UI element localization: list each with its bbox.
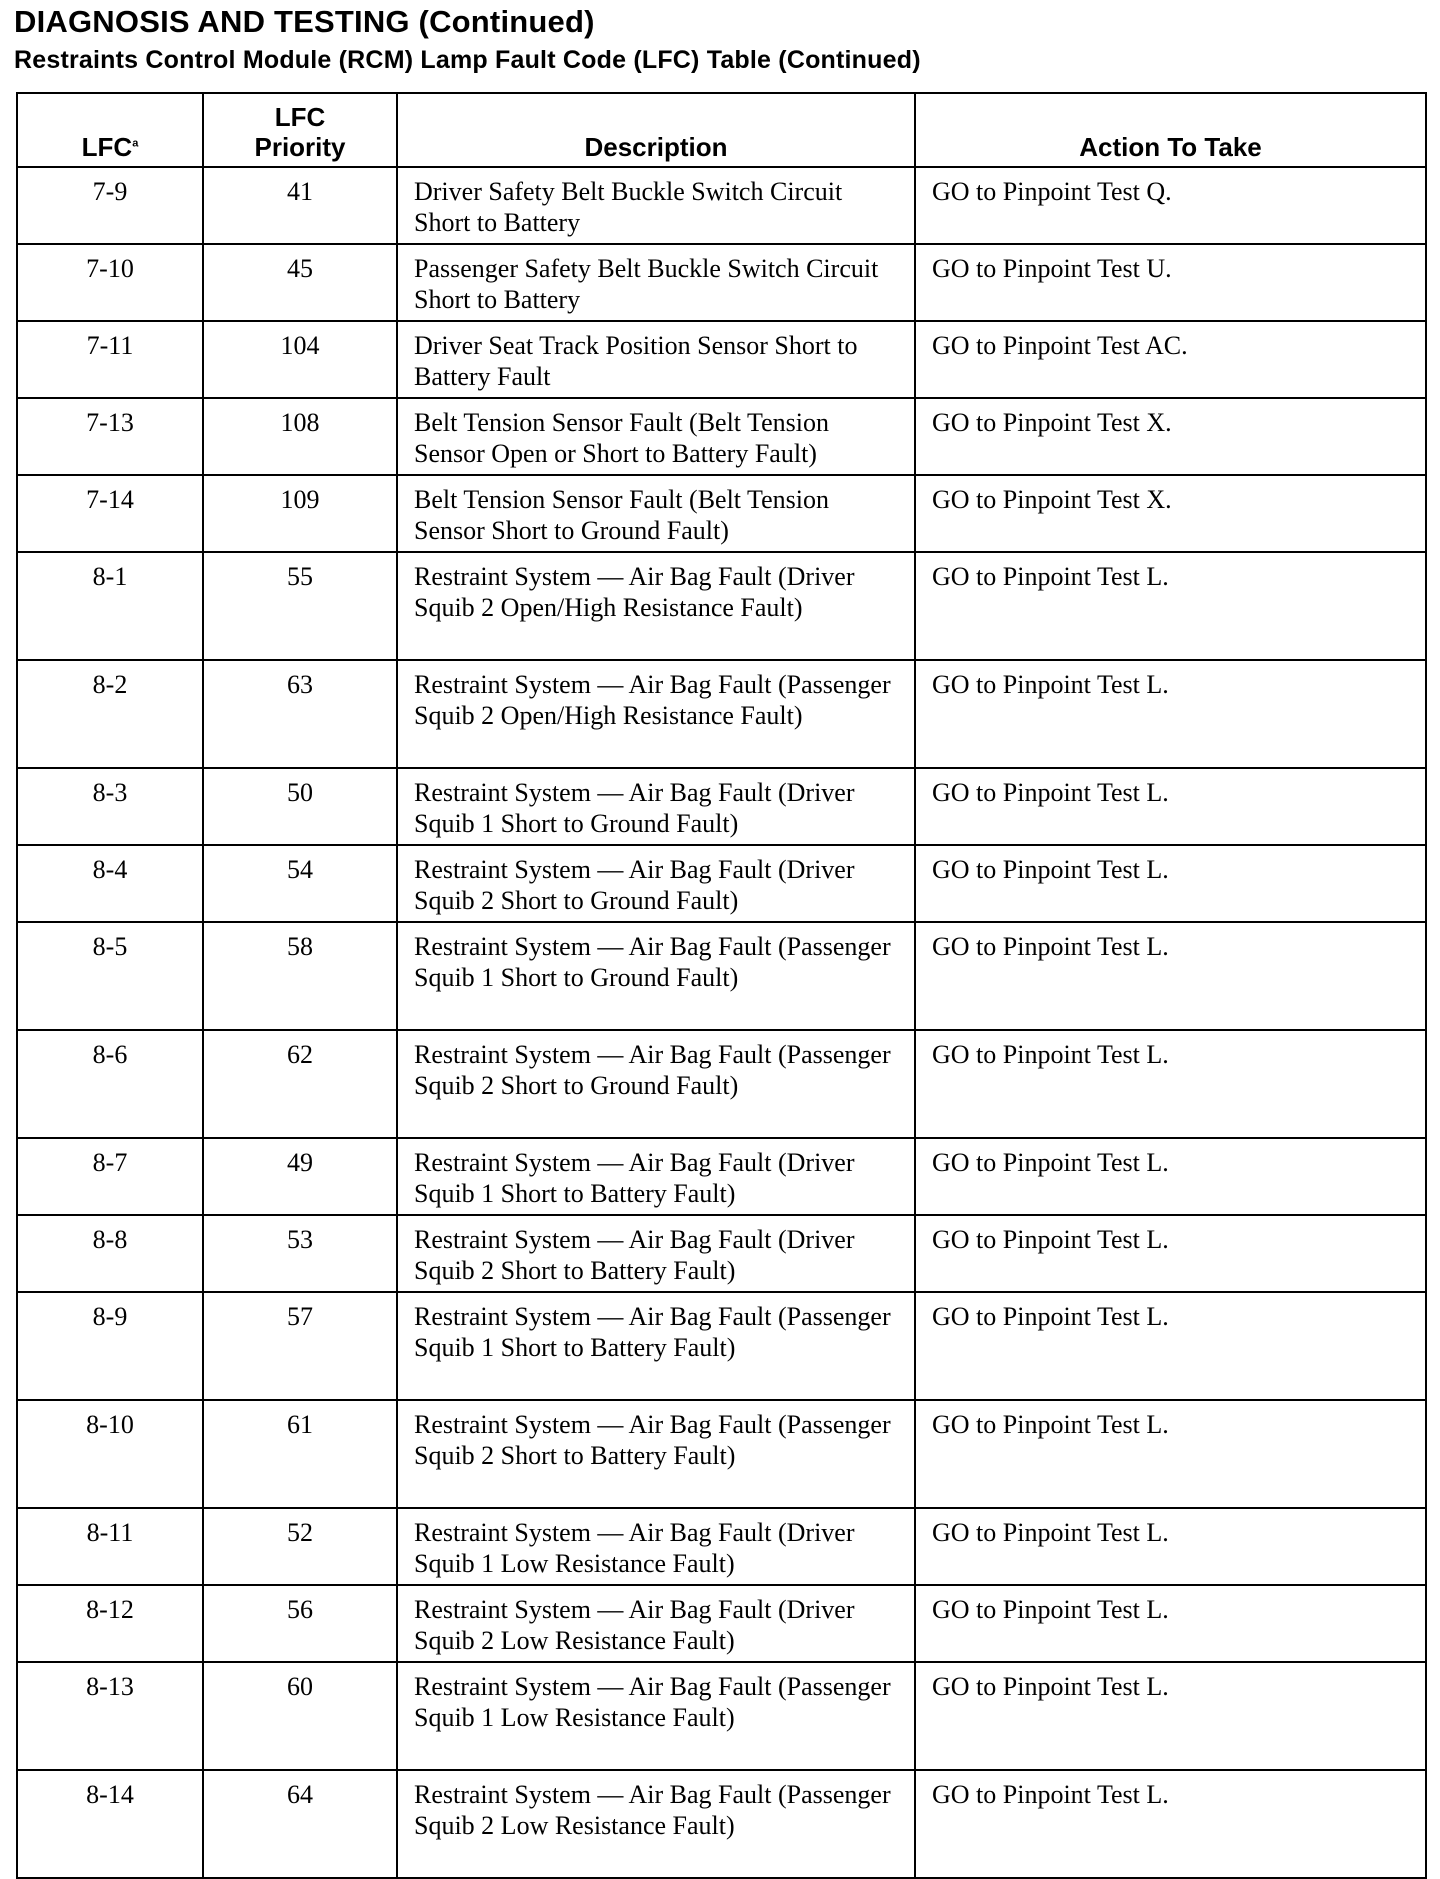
cell-priority: 58 bbox=[203, 922, 397, 1030]
table-row bbox=[17, 660, 1426, 768]
cell-lfc: 8-14 bbox=[17, 1770, 203, 1878]
cell-priority: 52 bbox=[203, 1508, 397, 1585]
column-header-priority bbox=[203, 93, 397, 167]
cell-lfc: 8-1 bbox=[17, 552, 203, 660]
cell-description: Passenger Safety Belt Buckle Switch Circuit Short to Battery bbox=[397, 244, 915, 321]
cell-description: Restraint System — Air Bag Fault (Driver Squib 2 Low Resistance Fault) bbox=[397, 1585, 915, 1662]
cell-action: GO to Pinpoint Test U. bbox=[915, 244, 1426, 321]
cell-action: GO to Pinpoint Test L. bbox=[915, 768, 1426, 845]
cell-description: Restraint System — Air Bag Fault (Passenger Squib 2 Short to Battery Fault) bbox=[397, 1400, 915, 1508]
cell-action: GO to Pinpoint Test L. bbox=[915, 922, 1426, 1030]
cell-priority: 64 bbox=[203, 1770, 397, 1878]
cell-action: GO to Pinpoint Test AC. bbox=[915, 321, 1426, 398]
cell-description: Restraint System — Air Bag Fault (Driver Squib 1 Low Resistance Fault) bbox=[397, 1508, 915, 1585]
table-row bbox=[17, 244, 1426, 321]
cell-description: Restraint System — Air Bag Fault (Driver Squib 2 Open/High Resistance Fault) bbox=[397, 552, 915, 660]
table-row bbox=[17, 845, 1426, 922]
cell-action: GO to Pinpoint Test L. bbox=[915, 1662, 1426, 1770]
table-row bbox=[17, 1030, 1426, 1138]
cell-priority: 108 bbox=[203, 398, 397, 475]
cell-lfc: 7-13 bbox=[17, 398, 203, 475]
column-header-priority-line1: LFC bbox=[274, 102, 326, 132]
cell-priority: 50 bbox=[203, 768, 397, 845]
table-row bbox=[17, 552, 1426, 660]
table-row bbox=[17, 321, 1426, 398]
cell-description: Restraint System — Air Bag Fault (Passenger Squib 1 Short to Ground Fault) bbox=[397, 922, 915, 1030]
cell-lfc: 7-10 bbox=[17, 244, 203, 321]
cell-description: Driver Safety Belt Buckle Switch Circuit Short to Battery bbox=[397, 167, 915, 244]
cell-description: Restraint System — Air Bag Fault (Passenger Squib 1 Short to Battery Fault) bbox=[397, 1292, 915, 1400]
cell-description: Restraint System — Air Bag Fault (Passenger Squib 2 Short to Ground Fault) bbox=[397, 1030, 915, 1138]
cell-description: Restraint System — Air Bag Fault (Driver Squib 2 Short to Ground Fault) bbox=[397, 845, 915, 922]
cell-lfc: 7-11 bbox=[17, 321, 203, 398]
cell-lfc: 7-9 bbox=[17, 167, 203, 244]
table-row bbox=[17, 1585, 1426, 1662]
cell-priority: 61 bbox=[203, 1400, 397, 1508]
cell-priority: 60 bbox=[203, 1662, 397, 1770]
table-row bbox=[17, 398, 1426, 475]
cell-priority: 54 bbox=[203, 845, 397, 922]
cell-lfc: 8-4 bbox=[17, 845, 203, 922]
cell-priority: 62 bbox=[203, 1030, 397, 1138]
cell-action: GO to Pinpoint Test L. bbox=[915, 1215, 1426, 1292]
cell-action: GO to Pinpoint Test L. bbox=[915, 1400, 1426, 1508]
cell-description: Restraint System — Air Bag Fault (Passenger Squib 1 Low Resistance Fault) bbox=[397, 1662, 915, 1770]
cell-lfc: 8-2 bbox=[17, 660, 203, 768]
cell-description: Belt Tension Sensor Fault (Belt Tension Sensor Short to Ground Fault) bbox=[397, 475, 915, 552]
table-row bbox=[17, 167, 1426, 244]
table-row bbox=[17, 768, 1426, 845]
cell-priority: 41 bbox=[203, 167, 397, 244]
cell-lfc: 8-13 bbox=[17, 1662, 203, 1770]
cell-priority: 53 bbox=[203, 1215, 397, 1292]
cell-description: Restraint System — Air Bag Fault (Driver Squib 1 Short to Battery Fault) bbox=[397, 1138, 915, 1215]
cell-lfc: 8-11 bbox=[17, 1508, 203, 1585]
column-header-lfc-label: LFC bbox=[81, 132, 133, 162]
page-title: DIAGNOSIS AND TESTING (Continued) bbox=[14, 4, 595, 39]
cell-lfc: 8-5 bbox=[17, 922, 203, 1030]
table-row bbox=[17, 1400, 1426, 1508]
cell-action: GO to Pinpoint Test L. bbox=[915, 1585, 1426, 1662]
cell-action: GO to Pinpoint Test L. bbox=[915, 845, 1426, 922]
footnote-marker: a bbox=[132, 137, 139, 150]
cell-priority: 45 bbox=[203, 244, 397, 321]
cell-lfc: 8-12 bbox=[17, 1585, 203, 1662]
cell-description: Restraint System — Air Bag Fault (Driver Squib 1 Short to Ground Fault) bbox=[397, 768, 915, 845]
cell-priority: 63 bbox=[203, 660, 397, 768]
table-row bbox=[17, 922, 1426, 1030]
table-title: Restraints Control Module (RCM) Lamp Fault Code (LFC) Table (Continued) bbox=[14, 46, 921, 74]
table-row bbox=[17, 1292, 1426, 1400]
cell-action: GO to Pinpoint Test L. bbox=[915, 1770, 1426, 1878]
table-row bbox=[17, 1215, 1426, 1292]
cell-lfc: 7-14 bbox=[17, 475, 203, 552]
table-header-row bbox=[17, 93, 1426, 167]
cell-action: GO to Pinpoint Test X. bbox=[915, 398, 1426, 475]
cell-action: GO to Pinpoint Test L. bbox=[915, 660, 1426, 768]
cell-action: GO to Pinpoint Test L. bbox=[915, 552, 1426, 660]
table-row bbox=[17, 1138, 1426, 1215]
cell-lfc: 8-6 bbox=[17, 1030, 203, 1138]
cell-lfc: 8-10 bbox=[17, 1400, 203, 1508]
cell-action: GO to Pinpoint Test L. bbox=[915, 1030, 1426, 1138]
cell-description: Restraint System — Air Bag Fault (Driver Squib 2 Short to Battery Fault) bbox=[397, 1215, 915, 1292]
cell-action: GO to Pinpoint Test L. bbox=[915, 1508, 1426, 1585]
table-row bbox=[17, 475, 1426, 552]
cell-action: GO to Pinpoint Test L. bbox=[915, 1292, 1426, 1400]
column-header-priority-line2: Priority bbox=[254, 132, 346, 162]
cell-priority: 56 bbox=[203, 1585, 397, 1662]
cell-description: Belt Tension Sensor Fault (Belt Tension Sensor Open or Short to Battery Fault) bbox=[397, 398, 915, 475]
cell-description: Driver Seat Track Position Sensor Short to Battery Fault bbox=[397, 321, 915, 398]
cell-priority: 109 bbox=[203, 475, 397, 552]
cell-lfc: 8-8 bbox=[17, 1215, 203, 1292]
cell-lfc: 8-3 bbox=[17, 768, 203, 845]
cell-description: Restraint System — Air Bag Fault (Passenger Squib 2 Low Resistance Fault) bbox=[397, 1770, 915, 1878]
table-row bbox=[17, 1662, 1426, 1770]
cell-priority: 49 bbox=[203, 1138, 397, 1215]
table-row bbox=[17, 1770, 1426, 1878]
cell-lfc: 8-9 bbox=[17, 1292, 203, 1400]
table-row bbox=[17, 1508, 1426, 1585]
cell-priority: 55 bbox=[203, 552, 397, 660]
cell-action: GO to Pinpoint Test Q. bbox=[915, 167, 1426, 244]
cell-action: GO to Pinpoint Test X. bbox=[915, 475, 1426, 552]
cell-lfc: 8-7 bbox=[17, 1138, 203, 1215]
cell-action: GO to Pinpoint Test L. bbox=[915, 1138, 1426, 1215]
lfc-table bbox=[16, 92, 1427, 1879]
cell-priority: 104 bbox=[203, 321, 397, 398]
cell-priority: 57 bbox=[203, 1292, 397, 1400]
column-header-action: Action To Take bbox=[915, 93, 1426, 167]
column-header-description: Description bbox=[397, 93, 915, 167]
column-header-lfc bbox=[17, 93, 203, 167]
cell-description: Restraint System — Air Bag Fault (Passenger Squib 2 Open/High Resistance Fault) bbox=[397, 660, 915, 768]
